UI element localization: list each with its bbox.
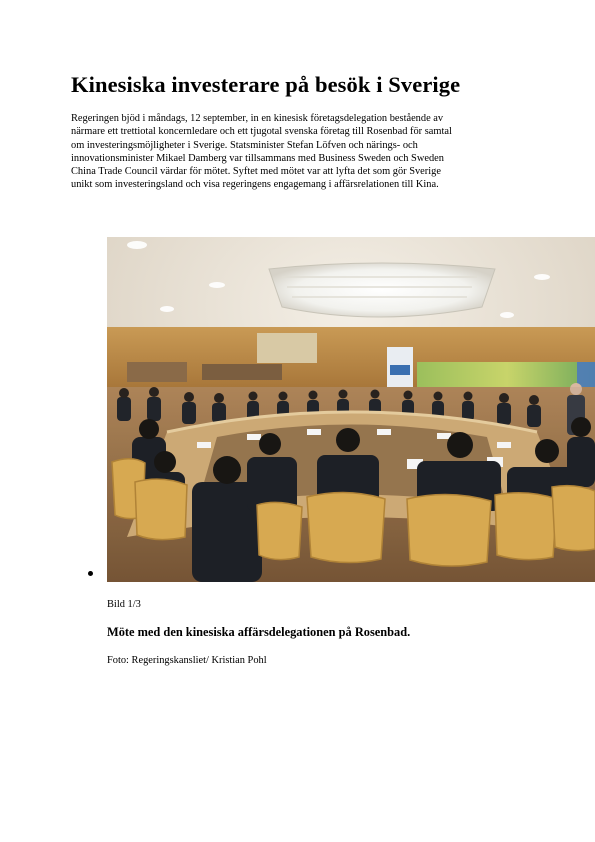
list-bullet: [88, 571, 93, 576]
chandelier: [269, 263, 495, 317]
article-body-line: närmare ett trettiotal koncernledare och ett tjugotal svenska företag till Rosenbad för samtal: [71, 126, 452, 138]
gallery-counter: Bild 1/3: [107, 599, 141, 610]
article-body-line: Regeringen bjöd i måndags, 12 september, in en kinesisk företagsdelegation bestående av: [71, 113, 444, 124]
article-body-line: om investeringsmöjligheter i Sverige. Statsminister Stefan Löfven och närings- och: [71, 139, 418, 151]
meeting-photo: [107, 237, 595, 582]
photo-credit: Foto: Regeringskansliet/ Kristian Pohl: [107, 655, 267, 666]
article-body-line: unikt som investeringsland och visa regeringens engagemang i affärsrelationen till Kina.: [71, 179, 439, 191]
article-title: Kinesiska investerare på besök i Sverige: [71, 72, 461, 97]
article-body-line: innovationsminister Mikael Damberg var tillsammans med Business Sweden och Sweden: [71, 152, 444, 164]
article-body-line: China Trade Council värdar för mötet. Syftet med mötet var att lyfta det som gör Sverige: [71, 166, 441, 178]
photo-caption: Möte med den kinesiska affärsdelegationen på Rosenbad.: [107, 625, 411, 639]
article-body: [71, 112, 526, 192]
